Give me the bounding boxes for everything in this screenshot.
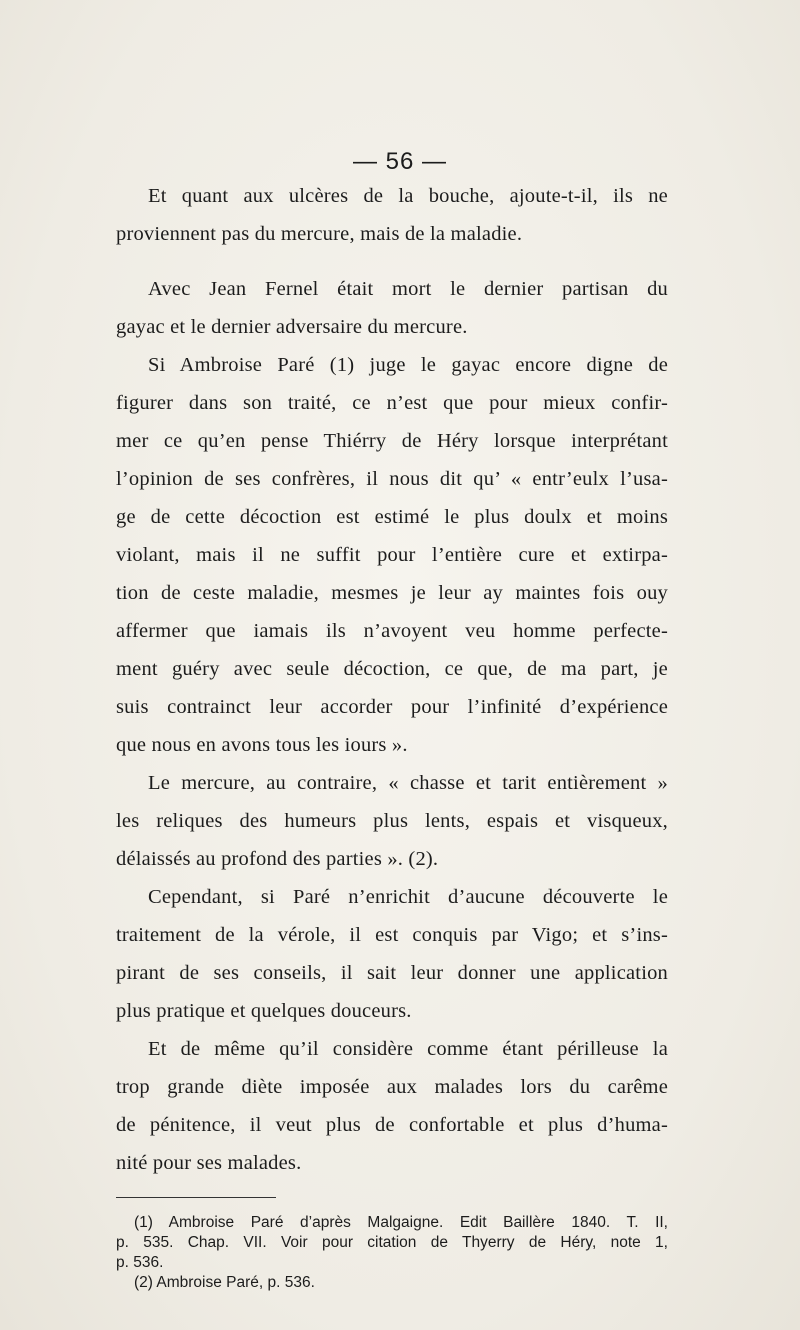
footnote-rule [116, 1197, 276, 1198]
text-line: l’opinion de ses confrères, il nous dit qu’ « entr’eulx l’usa- [116, 468, 668, 490]
text-line: mer ce qu’en pense Thiérry de Héry lorsque interprétant [116, 430, 668, 452]
text-line: Et quant aux ulcères de la bouche, ajoute-t-il, ils ne [148, 185, 668, 207]
text-line: tion de ceste maladie, mesmes je leur ay maintes fois ouy [116, 582, 668, 604]
text-line: que nous en avons tous les iours ». [116, 734, 408, 756]
text-line: délaissés au profond des parties ». (2). [116, 848, 439, 870]
text-line: trop grande diète imposée aux malades lors du carême [116, 1076, 668, 1098]
text-line: ge de cette décoction est estimé le plus doulx et moins [116, 506, 668, 528]
text-line: violant, mais il ne suffit pour l’entière cure et extirpa- [116, 544, 668, 566]
text-line: de pénitence, il veut plus de confortable et plus d’huma- [116, 1114, 668, 1136]
text-line: proviennent pas du mercure, mais de la maladie. [116, 223, 523, 245]
text-line: suis contrainct leur accorder pour l’infinité d’expérience [116, 696, 668, 718]
text-line: les reliques des humeurs plus lents, espais et visqueux, [116, 810, 668, 832]
text-line: figurer dans son traité, ce n’est que pour mieux confir- [116, 392, 668, 414]
text-line: traitement de la vérole, il est conquis par Vigo; et s’ins- [116, 924, 668, 946]
footnote-line: (2) Ambroise Paré, p. 536. [134, 1274, 315, 1291]
footnote-line: p. 535. Chap. VII. Voir pour citation de Thyerry de Héry, note 1, [116, 1234, 668, 1251]
text-line: Si Ambroise Paré (1) juge le gayac encore digne de [148, 354, 668, 376]
text-line: Le mercure, au contraire, « chasse et tarit entièrement » [148, 772, 668, 794]
text-line: Cependant, si Paré n’enrichit d’aucune découverte le [148, 886, 668, 908]
text-line: ment guéry avec seule décoction, ce que, de ma part, je [116, 658, 668, 680]
text-line: gayac et le dernier adversaire du mercure. [116, 316, 468, 338]
footnote-line: p. 536. [116, 1254, 164, 1271]
footnote-line: (1) Ambroise Paré d’après Malgaigne. Edit Baillère 1840. T. II, [134, 1214, 668, 1231]
text-line: affermer que iamais ils n’avoyent veu homme perfecte- [116, 620, 668, 642]
text-line: plus pratique et quelques douceurs. [116, 1000, 412, 1022]
text-line: pirant de ses conseils, il sait leur donner une application [116, 962, 668, 984]
text-line: Et de même qu’il considère comme étant périlleuse la [148, 1038, 668, 1060]
page-number: — 56 — [352, 148, 448, 175]
text-line: Avec Jean Fernel était mort le dernier partisan du [148, 278, 668, 300]
text-line: nité pour ses malades. [116, 1152, 302, 1174]
